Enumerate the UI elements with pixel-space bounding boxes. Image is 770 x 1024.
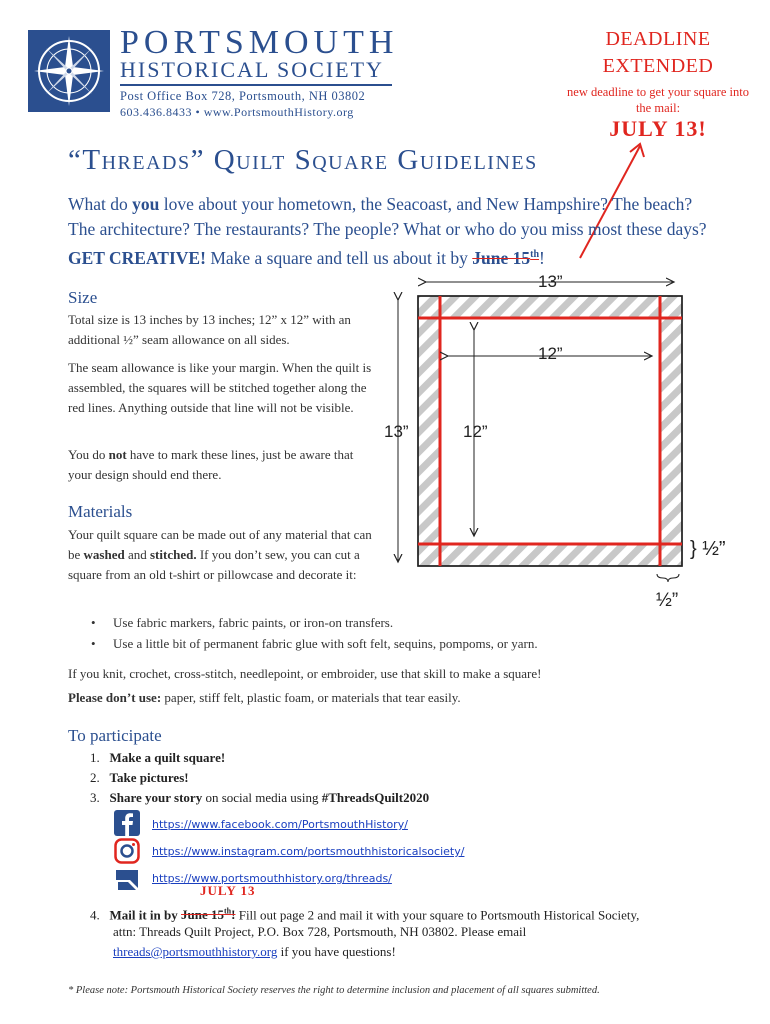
materials-paragraph-2: If you knit, crochet, cross-stitch, needlepoint, or embroider, use that skill to make a square! [68,666,542,681]
facebook-icon [114,810,140,836]
outer-height-label: 13” [384,422,409,441]
outer-width-label: 13” [538,272,563,291]
footnote: * Please note: Portsmouth Historical Society reserves the right to determine inclusion and placement of all squares submitted. [68,985,600,996]
website-link[interactable]: https://www.portsmouthhistory.org/threads/ [152,872,392,885]
quilt-square-diagram [378,270,748,620]
materials-heading: Materials [68,502,133,521]
org-subtitle: HISTORICAL SOCIETY [120,57,384,82]
materials-bullet-2: • Use a little bit of permanent fabric glue with soft felt, sequins, pompoms, or yarn. [113,634,713,654]
step-4-line-2: attn: Threads Quilt Project, P.O. Box 728, Portsmouth, NH 03802. Please email [113,924,527,939]
participate-heading: To participate [68,726,162,745]
seam-bottom-label: ½” [656,590,679,611]
deadline-line2: EXTENDED [602,55,714,77]
deadline-note: new deadline to get your square into the mail: [567,85,749,115]
seam-brace-bottom [657,574,679,582]
page-title: “Threads” Quilt Square Guidelines [68,144,538,176]
instagram-link[interactable]: https://www.instagram.com/portsmouthhistoricalsociety/ [152,845,465,858]
deadline-line1: DEADLINE [605,28,711,50]
step-1: 1. Make a quilt square! [90,750,226,765]
step-4-old-date: June 15th! [181,907,236,923]
materials-dont-use: Please don’t use: paper, stiff felt, plastic foam, or materials that tear easily. [68,690,461,705]
inner-height-label: 12” [463,422,488,441]
inner-width-label: 12” [538,344,563,363]
org-phone-web: 603.436.8433 • www.PortsmouthHistory.org [120,105,354,119]
facebook-link[interactable]: https://www.facebook.com/PortsmouthHistory/ [152,818,408,831]
step-4-line-3: threads@portsmouthhistory.org if you have questions! [113,944,396,959]
compass-rose-logo [28,30,110,112]
org-name: PORTSMOUTH [120,24,399,61]
materials-bullet-1: • Use fabric markers, fabric paints, or iron-on transfers. [113,613,713,633]
materials-paragraph-1: Your quilt square can be made out of any material that can be washed and stitched. If you don’t sew, you can cut a square from an old t-shirt or pillowcase and decorate it: [68,527,372,582]
seam-right-label: } ½” [690,538,726,560]
instagram-icon [114,838,140,864]
email-link[interactable]: threads@portsmouthhistory.org [113,944,278,959]
step-4: 4. Mail it in by June 15th! Fill out page 2 and mail it with your square to Portsmouth Historical Society, [90,907,640,923]
size-paragraph-3: You do not have to mark these lines, just be aware that your design should end there. [68,447,354,482]
step-3: 3. Share your story on social media using #ThreadsQuilt2020 [90,790,430,805]
intro-old-date: June 15th [472,247,540,268]
website-icon [114,866,140,892]
deadline-banner [575,26,741,80]
step-4-new-date: JULY 13 [200,883,256,898]
org-address: Post Office Box 728, Portsmouth, NH 03802 [120,89,366,103]
size-paragraph-1: Total size is 13 inches by 13 inches; 12” x 12” with an additional ½” seam allowance on all sides. [68,312,351,347]
intro-you: you [132,194,160,214]
size-heading: Size [68,288,98,307]
step-2: 2. Take pictures! [90,770,189,785]
intro-paragraph: What do you love about your hometown, the Seacoast, and New Hampshire? The beach? The architecture? The restaurants? The people? What or who do you miss most these days? GET CREATIVE! Make a square and tell us about it by June 15th! [68,194,707,268]
header-rule [120,84,392,86]
size-paragraph-2: The seam allowance is like your margin. When the quilt is assembled, the squares will be stitched together along the red lines. Anything outside that line will not be visible. [68,360,372,415]
deadline-date: JULY 13! [609,116,707,141]
intro-get-creative: GET CREATIVE! [68,247,206,268]
